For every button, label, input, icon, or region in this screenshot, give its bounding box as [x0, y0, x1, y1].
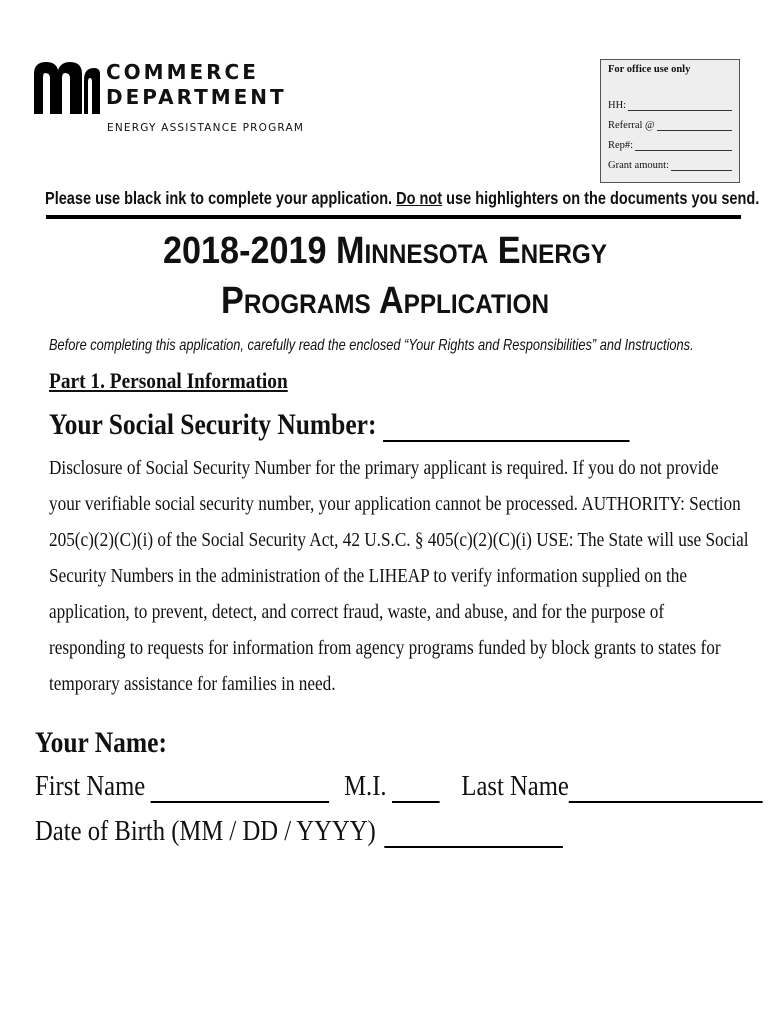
ssn-field: [49, 408, 630, 442]
office-hh-blank: [628, 99, 732, 111]
mi-label: M.I.: [344, 770, 387, 802]
last-name-label: Last Name: [461, 770, 569, 802]
name-fields-row: [35, 770, 770, 803]
logo-name-line2: DEPARTMENT: [106, 85, 287, 109]
page-title-line1: 2018-2019 Minnesota Energy: [162, 230, 608, 272]
page-title-line2: Programs Application: [221, 280, 549, 322]
dob-field-row: [35, 815, 578, 848]
office-hh-label: HH:: [608, 100, 627, 111]
office-rep-label: Rep#:: [608, 140, 634, 151]
office-box-title: For office use only: [608, 64, 691, 75]
your-name-heading: Your Name:: [35, 726, 167, 759]
office-referral-blank: [657, 119, 732, 131]
last-name-input-line[interactable]: [569, 775, 763, 803]
mi-input-line[interactable]: [392, 775, 440, 803]
ssn-input-line[interactable]: [383, 414, 630, 442]
page-title: [39, 226, 732, 326]
logo-subtitle: ENERGY ASSISTANCE PROGRAM: [107, 122, 305, 134]
disclosure-line: Disclosure of Social Security Number for the primary applicant is required. If you do not provide: [49, 457, 719, 479]
disclosure-line: responding to requests for information from agency programs funded by block grants to states for: [49, 637, 721, 659]
horizontal-rule: [46, 215, 741, 219]
logo-name-line1: COMMERCE: [106, 60, 259, 84]
part1-heading: Part 1. Personal Information: [49, 368, 288, 393]
dob-label: Date of Birth (MM / DD / YYYY): [35, 815, 376, 847]
disclosure-line: Security Numbers in the administration of the LIHEAP to verify information supplied on the: [49, 565, 688, 587]
office-referral-field: [608, 111, 732, 131]
ink-warning-part2: use highlighters on the documents you send.: [442, 188, 760, 208]
office-grant-label: Grant amount:: [608, 160, 669, 171]
disclosure-line: application, to prevent, detect, and correct fraud, waste, and abuse, and for the purpose of: [49, 601, 665, 623]
office-hh-field: [608, 91, 732, 111]
ink-warning-part1: Please use black ink to complete your application.: [45, 188, 397, 208]
ssn-disclosure: [49, 450, 749, 702]
office-rep-blank: [635, 139, 732, 151]
disclosure-line: temporary assistance for families in need.: [49, 673, 336, 695]
instructions-note: Before completing this application, carefully read the enclosed “Your Rights and Responsibilities” and Instructions.: [49, 337, 694, 354]
ssn-label: Your Social Security Number:: [49, 408, 377, 441]
office-grant-blank: [671, 159, 732, 171]
disclosure-line: your verifiable social security number, your application cannot be processed. AUTHORITY: Section: [49, 493, 741, 515]
mn-logo-icon: [34, 62, 100, 114]
commerce-logo: [34, 60, 305, 140]
ink-warning-do-not: Do not: [396, 188, 443, 208]
disclosure-line: 205(c)(2)(C)(i) of the Social Security Act, 42 U.S.C. § 405(c)(2)(C)(i) USE: The State will use Social: [49, 529, 749, 551]
ink-warning: [45, 188, 760, 209]
office-grant-field: [608, 151, 732, 171]
first-name-label: First Name: [35, 770, 146, 802]
office-use-box: [600, 59, 740, 183]
office-referral-label: Referral @: [608, 120, 655, 131]
dob-input-line[interactable]: [384, 820, 563, 848]
office-rep-field: [608, 131, 732, 151]
logo-department-name: [106, 60, 287, 110]
first-name-input-line[interactable]: [150, 775, 329, 803]
